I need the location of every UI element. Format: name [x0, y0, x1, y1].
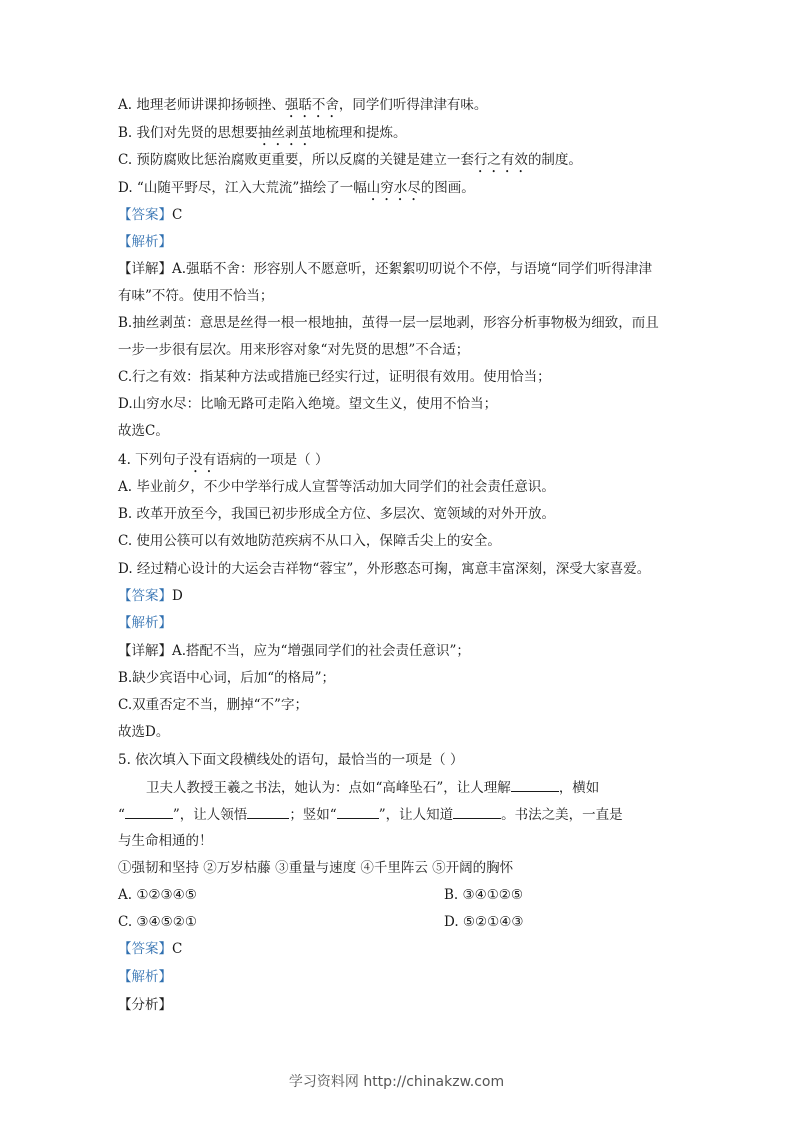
q4-option-a: A. 毕业前夕，不少中学举行成人宣誓等活动加大同学们的社会责任意识。: [118, 479, 555, 495]
blank-2: [125, 805, 173, 819]
blank-4: [337, 805, 379, 819]
q5-fenxi-label: 【分析】: [118, 997, 172, 1013]
q3-option-b: B. 我们对先贤的思想要抽丝剥茧地梳理和提炼。: [118, 125, 407, 141]
footer-watermark: 学习资料网 http://chinakzw.com: [288, 1074, 505, 1090]
q3-option-a: A. 地理老师讲课抑扬顿挫、强聒不舍，同学们听得津津有味。: [118, 97, 488, 113]
q4-conclusion: 故选D。: [118, 724, 170, 740]
q3-detail-2: B.抽丝剥茧：意思是丝得一根一根地抽，茧得一层一层地剥，形容分析事物极为细致，而且: [118, 315, 659, 331]
q5-choices: ①强韧和坚持 ②万岁枯藤 ③重量与速度 ④千里阵云 ⑤开阔的胸怀: [118, 860, 514, 876]
q5-option-a: A. ①②③④⑤: [118, 887, 197, 903]
q4-detail-2: B.缺少宾语中心词，后加“的格局”；: [118, 670, 336, 686]
q4-option-b: B. 改革开放至今，我国已初步形成全方位、多层次、宽领域的对外开放。: [118, 506, 556, 522]
q3-answer: 【答案】C: [118, 207, 183, 223]
q5-passage-line-3: 与生命相通的！: [118, 833, 213, 849]
q5-option-b: B. ③④①②⑤: [444, 887, 524, 903]
blank-3: [247, 805, 289, 819]
q4-stem: 4. 下列句子没有语病的一项是（ ）: [118, 452, 329, 468]
q5-passage-line-2: “ ”，让人领悟 ；竖如“ ”，让人知道 。书法之美，一直是: [118, 807, 623, 823]
q3-detail-3: C.行之有效：指某种方法或措施已经实行过，证明很有效用。使用恰当；: [118, 369, 551, 385]
q4-answer: 【答案】D: [118, 588, 183, 604]
q3-conclusion: 故选C。: [118, 423, 169, 439]
blank-5: [453, 805, 501, 819]
q3-detail-1: 【详解】A.强聒不舍：形容别人不愿意听，还絮絮叨叨说个不停，与语境“同学们听得津津: [118, 261, 652, 277]
q5-passage-line-1: 卫夫人教授王羲之书法，她认为：点如“高峰坠石”，让人理解 ，横如: [146, 780, 600, 796]
q5-option-c: C. ③④⑤②①: [118, 914, 197, 930]
q4-analysis-label: 【解析】: [118, 615, 172, 631]
q3-option-d: D. “山随平野尽，江入大荒流”描绘了一幅山穷水尽的图画。: [118, 180, 475, 196]
q4-detail-3: C.双重否定不当，删掉“不”字；: [118, 697, 308, 713]
q3-analysis-label: 【解析】: [118, 234, 172, 250]
q3-detail-1-cont: 有味”不符。使用不恰当；: [118, 288, 274, 304]
q3-option-c: C. 预防腐败比惩治腐败更重要，所以反腐的关键是建立一套行之有效的制度。: [118, 152, 582, 168]
q5-stem: 5. 依次填入下面文段横线处的语句，最恰当的一项是（ ）: [118, 752, 464, 768]
q5-analysis-label: 【解析】: [118, 969, 172, 985]
q4-detail-1: 【详解】A.搭配不当，应为“增强同学们的社会责任意识”；: [118, 643, 470, 659]
blank-1: [511, 778, 559, 792]
q3-detail-2-cont: 一步一步很有层次。用来形容对象“对先贤的思想”不合适；: [118, 342, 470, 358]
q4-option-d: D. 经过精心设计的大运会吉祥物“蓉宝”，外形憨态可掬，寓意丰富深刻，深受大家喜爱。: [118, 561, 651, 577]
q5-answer: 【答案】C: [118, 941, 183, 957]
q5-option-d: D. ⑤②①④③: [444, 914, 524, 930]
q4-option-c: C. 使用公筷可以有效地防范疾病不从口入，保障舌尖上的安全。: [118, 533, 501, 549]
q3-detail-4: D.山穷水尽：比喻无路可走陷入绝境。望文生义，使用不恰当；: [118, 396, 498, 412]
